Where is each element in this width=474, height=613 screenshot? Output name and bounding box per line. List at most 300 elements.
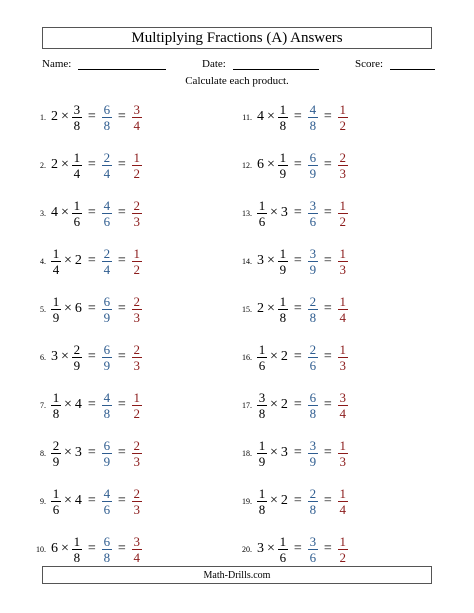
fraction-factor bbox=[278, 247, 288, 276]
simplified-fraction-denominator: 4 bbox=[133, 549, 140, 565]
simplified-fraction bbox=[338, 535, 348, 564]
footer-text: Math-Drills.com bbox=[203, 569, 271, 581]
problem-number: 13. bbox=[242, 208, 252, 218]
times-sign: × bbox=[270, 349, 278, 364]
equals-sign: = bbox=[293, 445, 302, 460]
problem-item bbox=[26, 535, 143, 563]
student-info-row bbox=[42, 58, 434, 74]
fraction-factor bbox=[257, 343, 267, 372]
times-sign: × bbox=[64, 397, 72, 412]
product-fraction-numerator: 6 bbox=[309, 389, 317, 405]
fraction-factor-numerator: 1 bbox=[279, 533, 287, 549]
product-fraction-numerator: 6 bbox=[103, 293, 111, 309]
times-sign: × bbox=[267, 541, 275, 556]
times-sign: × bbox=[61, 109, 69, 124]
fraction-factor-numerator: 3 bbox=[258, 389, 266, 405]
simplified-fraction-numerator: 1 bbox=[339, 101, 346, 117]
fraction-factor bbox=[257, 391, 267, 420]
simplified-fraction bbox=[338, 439, 348, 468]
simplified-fraction bbox=[338, 247, 348, 276]
equals-sign: = bbox=[293, 301, 302, 316]
whole-number-factor: 6 bbox=[257, 157, 264, 172]
date-label: Date: bbox=[202, 58, 226, 70]
fraction-factor-numerator: 1 bbox=[258, 197, 266, 213]
product-fraction bbox=[102, 295, 112, 324]
product-fraction bbox=[102, 199, 112, 228]
score-blank-line bbox=[390, 58, 435, 70]
product-fraction-numerator: 2 bbox=[309, 341, 317, 357]
fraction-factor-numerator: 1 bbox=[279, 101, 287, 117]
equals-sign: = bbox=[293, 253, 302, 268]
equals-sign: = bbox=[117, 349, 126, 364]
problem-number: 15. bbox=[242, 304, 252, 314]
instructions: Calculate each product. bbox=[185, 75, 289, 87]
simplified-fraction-denominator: 4 bbox=[339, 405, 346, 421]
problem-number: 17. bbox=[242, 400, 252, 410]
simplified-fraction bbox=[338, 343, 348, 372]
simplified-fraction-numerator: 1 bbox=[339, 197, 346, 213]
problem-item bbox=[232, 151, 349, 179]
simplified-fraction-denominator: 3 bbox=[339, 261, 346, 277]
fraction-factor-numerator: 2 bbox=[73, 341, 81, 357]
fraction-factor-denominator: 4 bbox=[73, 165, 81, 181]
equals-sign: = bbox=[323, 397, 332, 412]
equals-sign: = bbox=[87, 541, 96, 556]
equals-sign: = bbox=[87, 397, 96, 412]
problem-item bbox=[232, 439, 349, 467]
equals-sign: = bbox=[293, 397, 302, 412]
product-fraction bbox=[102, 247, 112, 276]
problem-number: 1. bbox=[40, 112, 46, 122]
product-fraction-numerator: 6 bbox=[103, 437, 111, 453]
product-fraction-denominator: 8 bbox=[309, 309, 317, 325]
simplified-fraction-denominator: 4 bbox=[133, 117, 140, 133]
fraction-factor bbox=[51, 391, 61, 420]
times-sign: × bbox=[64, 445, 72, 460]
product-fraction-denominator: 6 bbox=[103, 501, 111, 517]
simplified-fraction-denominator: 3 bbox=[339, 165, 346, 181]
simplified-fraction-numerator: 1 bbox=[339, 293, 346, 309]
simplified-fraction bbox=[132, 439, 142, 468]
product-fraction bbox=[102, 151, 112, 180]
simplified-fraction bbox=[338, 199, 348, 228]
fraction-factor-numerator: 1 bbox=[279, 149, 287, 165]
fraction-factor-numerator: 1 bbox=[73, 533, 81, 549]
problem-number: 12. bbox=[242, 160, 252, 170]
problem-item bbox=[232, 103, 349, 131]
product-fraction bbox=[308, 199, 318, 228]
equals-sign: = bbox=[117, 205, 126, 220]
product-fraction bbox=[308, 247, 318, 276]
product-fraction-numerator: 6 bbox=[103, 341, 111, 357]
simplified-fraction-denominator: 3 bbox=[133, 213, 140, 229]
date-field bbox=[202, 58, 319, 70]
fraction-factor bbox=[72, 343, 82, 372]
fraction-factor bbox=[278, 151, 288, 180]
simplified-fraction-numerator: 1 bbox=[339, 533, 346, 549]
simplified-fraction bbox=[338, 151, 348, 180]
equals-sign: = bbox=[293, 157, 302, 172]
whole-number-factor: 2 bbox=[51, 109, 58, 124]
product-fraction-numerator: 3 bbox=[309, 437, 317, 453]
fraction-factor-denominator: 9 bbox=[279, 165, 287, 181]
simplified-fraction bbox=[132, 151, 142, 180]
whole-number-factor: 6 bbox=[74, 301, 82, 316]
equals-sign: = bbox=[87, 349, 96, 364]
product-fraction-denominator: 6 bbox=[309, 357, 317, 373]
fraction-factor bbox=[51, 487, 61, 516]
equals-sign: = bbox=[87, 445, 96, 460]
simplified-fraction-denominator: 3 bbox=[339, 357, 346, 373]
simplified-fraction-numerator: 3 bbox=[133, 101, 140, 117]
problem-number: 11. bbox=[242, 112, 252, 122]
simplified-fraction-denominator: 3 bbox=[133, 309, 140, 325]
problem-item bbox=[26, 199, 143, 227]
whole-number-factor: 2 bbox=[280, 397, 288, 412]
whole-number-factor: 4 bbox=[74, 493, 82, 508]
footer-box bbox=[42, 566, 432, 584]
whole-number-factor: 4 bbox=[51, 205, 58, 220]
simplified-fraction-numerator: 2 bbox=[133, 293, 140, 309]
problem-item bbox=[232, 343, 349, 371]
fraction-factor bbox=[278, 103, 288, 132]
fraction-factor-denominator: 9 bbox=[258, 453, 266, 469]
fraction-factor-denominator: 6 bbox=[73, 213, 81, 229]
simplified-fraction-numerator: 1 bbox=[133, 245, 140, 261]
product-fraction-denominator: 8 bbox=[309, 405, 317, 421]
product-fraction bbox=[308, 535, 318, 564]
simplified-fraction-denominator: 2 bbox=[133, 165, 140, 181]
simplified-fraction-numerator: 2 bbox=[339, 149, 346, 165]
times-sign: × bbox=[267, 109, 275, 124]
fraction-factor-numerator: 3 bbox=[73, 101, 81, 117]
name-field bbox=[42, 58, 166, 70]
whole-number-factor: 3 bbox=[257, 541, 264, 556]
equals-sign: = bbox=[293, 541, 302, 556]
equals-sign: = bbox=[117, 445, 126, 460]
simplified-fraction bbox=[132, 391, 142, 420]
problem-number: 5. bbox=[40, 304, 46, 314]
problem-item bbox=[232, 295, 349, 323]
equals-sign: = bbox=[293, 109, 302, 124]
simplified-fraction-numerator: 3 bbox=[339, 389, 346, 405]
times-sign: × bbox=[267, 253, 275, 268]
whole-number-factor: 6 bbox=[51, 541, 58, 556]
product-fraction-denominator: 8 bbox=[309, 501, 317, 517]
product-fraction bbox=[102, 439, 112, 468]
equals-sign: = bbox=[117, 301, 126, 316]
problem-item bbox=[26, 343, 143, 371]
score-label: Score: bbox=[355, 58, 384, 70]
problem-item bbox=[26, 487, 143, 515]
fraction-factor bbox=[257, 199, 267, 228]
fraction-factor-denominator: 8 bbox=[279, 117, 287, 133]
problem-item bbox=[26, 439, 143, 467]
product-fraction bbox=[102, 487, 112, 516]
whole-number-factor: 3 bbox=[51, 349, 58, 364]
fraction-factor bbox=[72, 103, 82, 132]
simplified-fraction-denominator: 2 bbox=[133, 261, 140, 277]
product-fraction-numerator: 3 bbox=[309, 197, 317, 213]
fraction-factor-numerator: 1 bbox=[73, 197, 81, 213]
times-sign: × bbox=[61, 205, 69, 220]
product-fraction-numerator: 3 bbox=[309, 245, 317, 261]
equals-sign: = bbox=[323, 109, 332, 124]
product-fraction-denominator: 8 bbox=[309, 117, 317, 133]
times-sign: × bbox=[61, 349, 69, 364]
product-fraction-numerator: 4 bbox=[103, 485, 111, 501]
product-fraction-numerator: 6 bbox=[103, 533, 111, 549]
name-label: Name: bbox=[42, 58, 72, 70]
problem-item bbox=[232, 487, 349, 515]
whole-number-factor: 4 bbox=[74, 397, 82, 412]
fraction-factor-denominator: 8 bbox=[73, 117, 81, 133]
fraction-factor-denominator: 8 bbox=[279, 309, 287, 325]
problem-item bbox=[232, 199, 349, 227]
whole-number-factor: 2 bbox=[257, 301, 264, 316]
simplified-fraction-denominator: 3 bbox=[339, 453, 346, 469]
simplified-fraction bbox=[338, 487, 348, 516]
simplified-fraction-numerator: 1 bbox=[339, 245, 346, 261]
fraction-factor-denominator: 9 bbox=[52, 453, 60, 469]
fraction-factor bbox=[51, 295, 61, 324]
times-sign: × bbox=[267, 301, 275, 316]
simplified-fraction-denominator: 4 bbox=[339, 309, 346, 325]
problem-number: 7. bbox=[40, 400, 46, 410]
fraction-factor-numerator: 1 bbox=[279, 293, 287, 309]
equals-sign: = bbox=[293, 493, 302, 508]
fraction-factor-numerator: 2 bbox=[52, 437, 60, 453]
fraction-factor-denominator: 8 bbox=[258, 405, 266, 421]
times-sign: × bbox=[64, 253, 72, 268]
product-fraction-numerator: 4 bbox=[103, 197, 111, 213]
equals-sign: = bbox=[117, 541, 126, 556]
equals-sign: = bbox=[117, 253, 126, 268]
times-sign: × bbox=[64, 493, 72, 508]
product-fraction bbox=[308, 151, 318, 180]
equals-sign: = bbox=[117, 109, 126, 124]
equals-sign: = bbox=[87, 253, 96, 268]
equals-sign: = bbox=[117, 157, 126, 172]
times-sign: × bbox=[270, 205, 278, 220]
equals-sign: = bbox=[117, 397, 126, 412]
simplified-fraction bbox=[132, 199, 142, 228]
product-fraction bbox=[102, 103, 112, 132]
product-fraction-numerator: 2 bbox=[309, 485, 317, 501]
product-fraction-numerator: 6 bbox=[103, 101, 111, 117]
fraction-factor-denominator: 9 bbox=[279, 261, 287, 277]
product-fraction bbox=[308, 343, 318, 372]
product-fraction bbox=[308, 295, 318, 324]
fraction-factor-denominator: 8 bbox=[258, 501, 266, 517]
whole-number-factor: 3 bbox=[280, 205, 288, 220]
equals-sign: = bbox=[87, 205, 96, 220]
fraction-factor bbox=[257, 487, 267, 516]
whole-number-factor: 2 bbox=[74, 253, 82, 268]
whole-number-factor: 2 bbox=[280, 349, 288, 364]
simplified-fraction-numerator: 2 bbox=[133, 341, 140, 357]
product-fraction-numerator: 4 bbox=[103, 389, 111, 405]
fraction-factor-denominator: 6 bbox=[258, 213, 266, 229]
fraction-factor-numerator: 1 bbox=[258, 341, 266, 357]
product-fraction bbox=[102, 391, 112, 420]
whole-number-factor: 2 bbox=[280, 493, 288, 508]
product-fraction-numerator: 2 bbox=[103, 149, 111, 165]
problem-item bbox=[26, 391, 143, 419]
score-field bbox=[355, 58, 435, 70]
fraction-factor-numerator: 1 bbox=[258, 485, 266, 501]
equals-sign: = bbox=[323, 301, 332, 316]
simplified-fraction-denominator: 2 bbox=[339, 213, 346, 229]
product-fraction-numerator: 2 bbox=[309, 293, 317, 309]
simplified-fraction bbox=[338, 295, 348, 324]
product-fraction-denominator: 6 bbox=[103, 213, 111, 229]
problem-number: 10. bbox=[36, 544, 46, 554]
fraction-factor-denominator: 6 bbox=[52, 501, 60, 517]
simplified-fraction-numerator: 2 bbox=[133, 485, 140, 501]
problem-item bbox=[232, 535, 349, 563]
fraction-factor bbox=[72, 535, 82, 564]
equals-sign: = bbox=[323, 205, 332, 220]
problem-item bbox=[26, 151, 143, 179]
product-fraction-numerator: 3 bbox=[309, 533, 317, 549]
problem-item bbox=[26, 295, 143, 323]
whole-number-factor: 3 bbox=[257, 253, 264, 268]
simplified-fraction-denominator: 2 bbox=[339, 117, 346, 133]
product-fraction bbox=[308, 487, 318, 516]
equals-sign: = bbox=[323, 541, 332, 556]
product-fraction bbox=[308, 391, 318, 420]
equals-sign: = bbox=[323, 349, 332, 364]
product-fraction-denominator: 4 bbox=[103, 165, 111, 181]
simplified-fraction bbox=[338, 391, 348, 420]
equals-sign: = bbox=[117, 493, 126, 508]
equals-sign: = bbox=[323, 493, 332, 508]
fraction-factor-denominator: 8 bbox=[73, 549, 81, 565]
problem-number: 19. bbox=[242, 496, 252, 506]
fraction-factor-numerator: 1 bbox=[52, 245, 60, 261]
whole-number-factor: 3 bbox=[74, 445, 82, 460]
fraction-factor bbox=[278, 295, 288, 324]
product-fraction-denominator: 6 bbox=[309, 213, 317, 229]
times-sign: × bbox=[270, 397, 278, 412]
fraction-factor bbox=[51, 247, 61, 276]
fraction-factor-numerator: 1 bbox=[73, 149, 81, 165]
simplified-fraction-denominator: 3 bbox=[133, 453, 140, 469]
whole-number-factor: 3 bbox=[280, 445, 288, 460]
equals-sign: = bbox=[87, 109, 96, 124]
product-fraction bbox=[102, 343, 112, 372]
product-fraction-numerator: 4 bbox=[309, 101, 317, 117]
date-blank-line bbox=[233, 58, 319, 70]
simplified-fraction-numerator: 2 bbox=[133, 197, 140, 213]
whole-number-factor: 2 bbox=[51, 157, 58, 172]
product-fraction-numerator: 6 bbox=[309, 149, 317, 165]
problem-number: 18. bbox=[242, 448, 252, 458]
problem-number: 6. bbox=[40, 352, 46, 362]
worksheet-title-box bbox=[42, 27, 432, 49]
simplified-fraction bbox=[132, 103, 142, 132]
fraction-factor-denominator: 9 bbox=[52, 309, 60, 325]
simplified-fraction-numerator: 3 bbox=[133, 533, 140, 549]
product-fraction-denominator: 9 bbox=[309, 453, 317, 469]
equals-sign: = bbox=[293, 205, 302, 220]
times-sign: × bbox=[61, 157, 69, 172]
times-sign: × bbox=[270, 445, 278, 460]
fraction-factor-numerator: 1 bbox=[52, 485, 60, 501]
simplified-fraction-denominator: 4 bbox=[339, 501, 346, 517]
problem-number: 2. bbox=[40, 160, 46, 170]
times-sign: × bbox=[267, 157, 275, 172]
fraction-factor bbox=[51, 439, 61, 468]
simplified-fraction bbox=[132, 343, 142, 372]
equals-sign: = bbox=[323, 157, 332, 172]
problem-number: 14. bbox=[242, 256, 252, 266]
simplified-fraction-denominator: 2 bbox=[339, 549, 346, 565]
product-fraction-denominator: 4 bbox=[103, 261, 111, 277]
product-fraction-numerator: 2 bbox=[103, 245, 111, 261]
fraction-factor bbox=[278, 535, 288, 564]
fraction-factor-denominator: 6 bbox=[279, 549, 287, 565]
fraction-factor-denominator: 8 bbox=[52, 405, 60, 421]
product-fraction-denominator: 9 bbox=[309, 165, 317, 181]
equals-sign: = bbox=[87, 493, 96, 508]
simplified-fraction bbox=[132, 247, 142, 276]
fraction-factor bbox=[72, 151, 82, 180]
product-fraction bbox=[102, 535, 112, 564]
worksheet-title: Multiplying Fractions (A) Answers bbox=[131, 29, 343, 46]
problem-item bbox=[232, 247, 349, 275]
equals-sign: = bbox=[87, 157, 96, 172]
simplified-fraction bbox=[338, 103, 348, 132]
simplified-fraction bbox=[132, 535, 142, 564]
times-sign: × bbox=[64, 301, 72, 316]
problem-number: 4. bbox=[40, 256, 46, 266]
simplified-fraction-numerator: 1 bbox=[339, 437, 346, 453]
product-fraction-denominator: 8 bbox=[103, 405, 111, 421]
problem-item bbox=[26, 247, 143, 275]
problem-number: 8. bbox=[40, 448, 46, 458]
equals-sign: = bbox=[293, 349, 302, 364]
problem-item bbox=[26, 103, 143, 131]
simplified-fraction-numerator: 2 bbox=[133, 437, 140, 453]
whole-number-factor: 4 bbox=[257, 109, 264, 124]
product-fraction-denominator: 9 bbox=[103, 357, 111, 373]
fraction-factor bbox=[72, 199, 82, 228]
product-fraction bbox=[308, 103, 318, 132]
fraction-factor-denominator: 9 bbox=[73, 357, 81, 373]
product-fraction-denominator: 9 bbox=[103, 309, 111, 325]
product-fraction-denominator: 9 bbox=[103, 453, 111, 469]
simplified-fraction-numerator: 1 bbox=[339, 341, 346, 357]
simplified-fraction-numerator: 1 bbox=[133, 389, 140, 405]
product-fraction-denominator: 8 bbox=[103, 549, 111, 565]
problem-number: 20. bbox=[242, 544, 252, 554]
fraction-factor bbox=[257, 439, 267, 468]
fraction-factor-numerator: 1 bbox=[258, 437, 266, 453]
simplified-fraction-denominator: 3 bbox=[133, 501, 140, 517]
fraction-factor-denominator: 6 bbox=[258, 357, 266, 373]
problem-number: 16. bbox=[242, 352, 252, 362]
simplified-fraction-denominator: 3 bbox=[133, 357, 140, 373]
problem-number: 9. bbox=[40, 496, 46, 506]
product-fraction-denominator: 9 bbox=[309, 261, 317, 277]
problem-number: 3. bbox=[40, 208, 46, 218]
simplified-fraction-numerator: 1 bbox=[133, 149, 140, 165]
simplified-fraction bbox=[132, 487, 142, 516]
name-blank-line bbox=[78, 58, 166, 70]
simplified-fraction bbox=[132, 295, 142, 324]
